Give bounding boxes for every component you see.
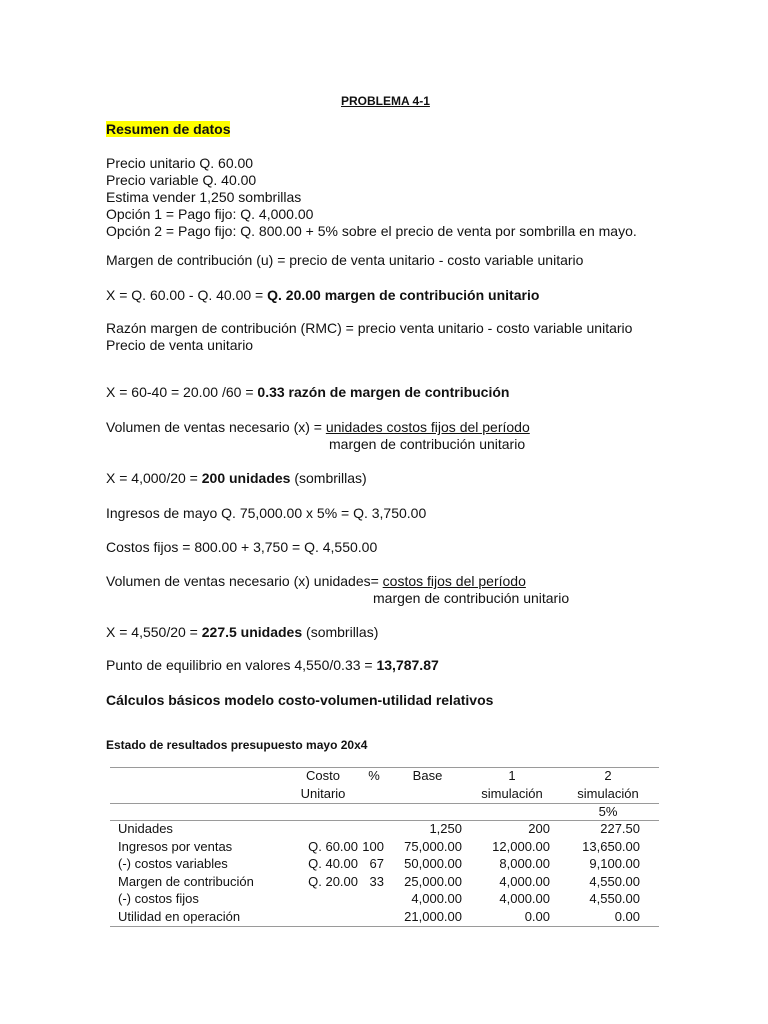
header-base: Base	[412, 768, 443, 783]
sim1-value: 8,000.00	[499, 856, 550, 872]
unit-cost: Q. 20.00	[308, 873, 358, 889]
percent: 100	[362, 838, 384, 854]
header-costo: Costo	[306, 768, 340, 783]
base-value: 21,000.00	[404, 909, 462, 924]
row-label: Utilidad en operación	[118, 909, 241, 924]
unit-cost: Q. 40.00	[308, 856, 358, 872]
base-value: 4,000.00	[411, 891, 462, 907]
income-statement-table	[110, 767, 659, 927]
sim1-value: 12,000.00	[492, 838, 550, 854]
base-value: 75,000.00	[404, 838, 462, 854]
header-sim1-label: simulación	[481, 786, 543, 801]
rmc-definition-line1: Razón margen de contribución (RMC) = precio venta unitario - costo variable unitario	[106, 320, 633, 336]
ingresos-line: Ingresos de mayo Q. 75,000.00 x 5% = Q. 3,750.00	[106, 505, 427, 521]
summary-line: Estima vender 1,250 sombrillas	[106, 189, 302, 205]
volume-formula-2: Volumen de ventas necesario (x) unidades= costos fijos del período	[106, 573, 526, 589]
header-percent: %	[368, 768, 380, 783]
base-value: 25,000.00	[404, 873, 462, 889]
header-sim2-label: simulación	[577, 786, 639, 801]
units-calculation-1: X = 4,000/20 = 200 unidades (sombrillas)	[106, 470, 367, 486]
percent: 33	[369, 873, 384, 889]
summary-heading: Resumen de datos	[106, 121, 231, 137]
units-calculation-2: X = 4,550/20 = 227.5 unidades (sombrillas)	[106, 624, 379, 640]
sim1-value: 200	[528, 821, 550, 836]
volume-formula-1-denominator: margen de contribución unitario	[329, 436, 526, 452]
summary-line: Opción 1 = Pago fijo: Q. 4,000.00	[106, 206, 314, 222]
summary-line: Precio unitario Q. 60.00	[106, 155, 254, 171]
mc-calculation: X = Q. 60.00 - Q. 40.00 = Q. 20.00 margen de contribución unitario	[106, 287, 540, 303]
summary-line: Precio variable Q. 40.00	[106, 172, 257, 188]
table-rule	[110, 926, 659, 927]
sim1-value: 0.00	[524, 909, 550, 924]
rmc-definition-line2: Precio de venta unitario	[106, 337, 254, 353]
sim2-value: 4,550.00	[589, 891, 640, 907]
header-sim1-number: 1	[508, 768, 516, 783]
sim2-value: 13,650.00	[582, 838, 640, 854]
header-unitario: Unitario	[300, 786, 346, 801]
row-label: Unidades	[118, 821, 173, 836]
rmc-calculation: X = 60-40 = 20.00 /60 = 0.33 razón de margen de contribución	[106, 384, 510, 400]
row-label: Margen de contribución	[118, 873, 254, 889]
summary-line: Opción 2 = Pago fijo: Q. 800.00 + 5% sobre el precio de venta por sombrilla en mayo.	[106, 223, 637, 239]
page-title: PROBLEMA 4-1	[341, 94, 430, 108]
sim2-value: 4,550.00	[589, 873, 640, 889]
break-even-line: Punto de equilibrio en valores 4,550/0.33 = 13,787.87	[106, 657, 439, 673]
volume-formula-1: Volumen de ventas necesario (x) = unidades costos fijos del período	[106, 419, 530, 435]
sim1-value: 4,000.00	[499, 873, 550, 889]
sim1-value: 4,000.00	[499, 891, 550, 907]
sim2-value: 9,100.00	[589, 856, 640, 872]
estado-heading: Estado de resultados presupuesto mayo 20x4	[106, 738, 368, 752]
header-sim2-number: 2	[604, 768, 612, 783]
base-value: 50,000.00	[404, 856, 462, 872]
sim2-value: 0.00	[614, 909, 640, 924]
sim2-value: 227.50	[600, 821, 640, 836]
percent: 67	[369, 856, 384, 872]
mc-definition: Margen de contribución (u) = precio de venta unitario - costo variable unitario	[106, 252, 584, 268]
calc-heading: Cálculos básicos modelo costo-volumen-utilidad relativos	[106, 692, 494, 708]
row-label: (-) costos fijos	[118, 891, 199, 907]
header-sim2-percent: 5%	[598, 804, 618, 819]
row-label: (-) costos variables	[118, 856, 228, 872]
unit-cost: Q. 60.00	[308, 838, 358, 854]
row-label: Ingresos por ventas	[118, 838, 233, 854]
costos-fijos-line: Costos fijos = 800.00 + 3,750 = Q. 4,550.00	[106, 539, 378, 555]
base-value: 1,250	[429, 821, 462, 836]
volume-formula-2-denominator: margen de contribución unitario	[373, 590, 570, 606]
